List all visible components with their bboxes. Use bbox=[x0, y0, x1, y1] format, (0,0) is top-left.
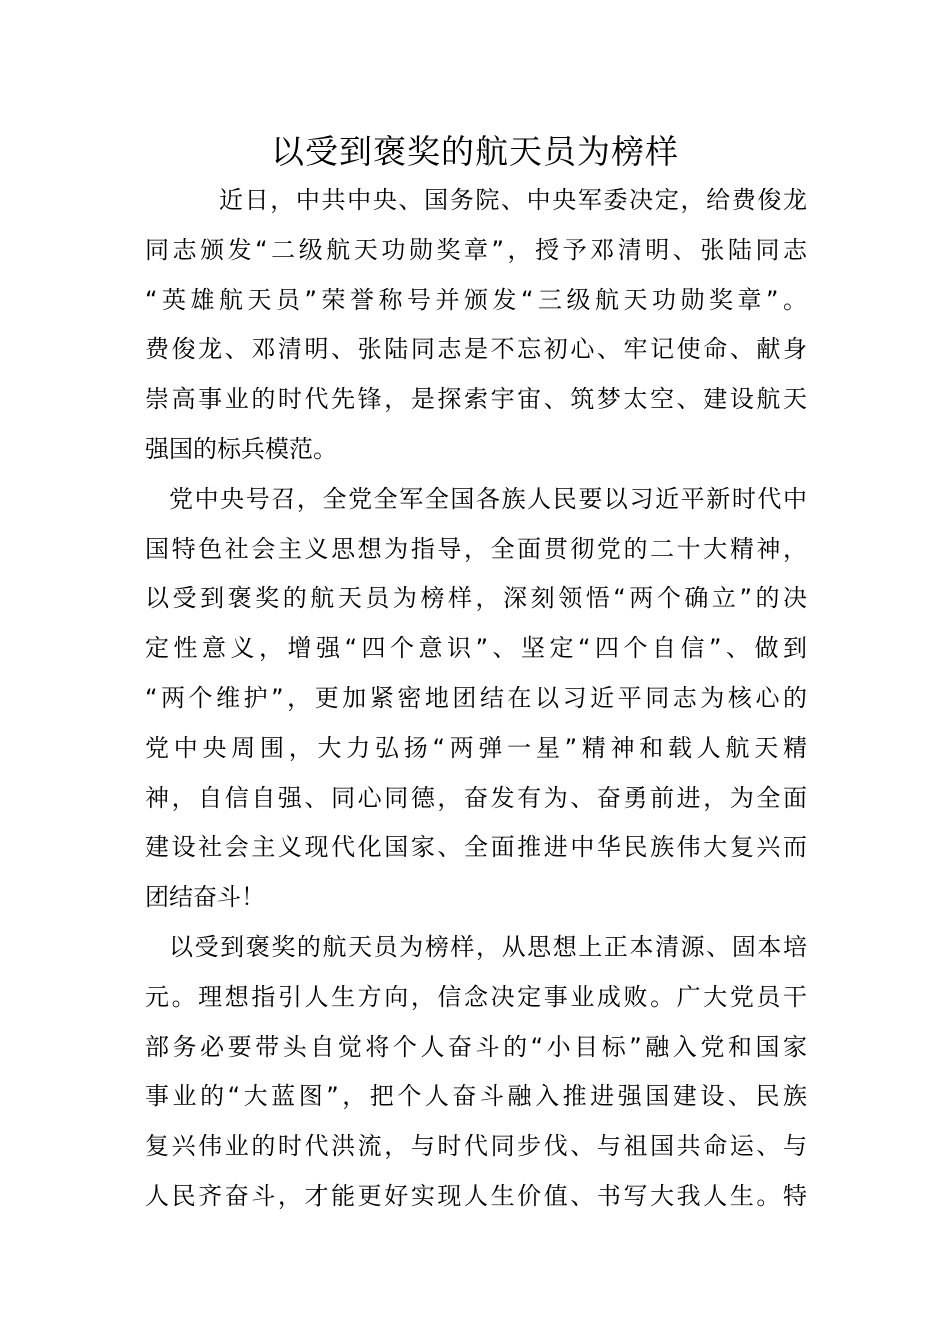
text-line: 定性意义，增强“四个意识”、坚定“四个自信”、做到 bbox=[145, 634, 807, 663]
document-title: 以受到褒奖的航天员为榜样 bbox=[271, 132, 679, 171]
text-line: 党中央号召，全党全军全国各族人民要以习近平新时代中 bbox=[169, 484, 807, 513]
text-line: 强国的标兵模范。 bbox=[145, 434, 337, 463]
text-line: 事业的“大蓝图”，把个人奋斗融入推进强国建设、民族 bbox=[145, 1082, 807, 1111]
text-line: 元。理想指引人生方向，信念决定事业成败。广大党员干 bbox=[145, 982, 807, 1011]
paragraph bbox=[145, 475, 807, 923]
text-line: 团结奋斗！ bbox=[145, 883, 265, 912]
text-line: 建设社会主义现代化国家、全面推进中华民族伟大复兴而 bbox=[145, 833, 807, 862]
text-line: 费俊龙、邓清明、张陆同志是不忘初心、牢记使命、献身 bbox=[145, 335, 807, 364]
text-line: 国特色社会主义思想为指导，全面贯彻党的二十大精神， bbox=[145, 534, 807, 563]
text-line: 以受到褒奖的航天员为榜样，深刻领悟“两个确立”的决 bbox=[145, 584, 807, 613]
text-line: 以受到褒奖的航天员为榜样，从思想上正本清源、固本培 bbox=[169, 932, 807, 961]
text-line: 同志颁发“二级航天功勋奖章”，授予邓清明、张陆同志 bbox=[145, 235, 807, 264]
text-line: 党中央周围，大力弘扬“两弹一星”精神和载人航天精 bbox=[145, 733, 807, 762]
text-line: 人民齐奋斗，才能更好实现人生价值、书写大我人生。特 bbox=[145, 1181, 807, 1210]
paragraph bbox=[145, 176, 807, 475]
document-body bbox=[145, 176, 807, 1222]
text-line: 崇高事业的时代先锋，是探索宇宙、筑梦太空、建设航天 bbox=[145, 385, 807, 414]
text-line: 部务必要带头自觉将个人奋斗的“小目标”融入党和国家 bbox=[145, 1032, 807, 1061]
text-line: 近日，中共中央、国务院、中央军委决定，给费俊龙 bbox=[219, 186, 807, 214]
paragraph bbox=[145, 923, 807, 1222]
text-line: 神，自信自强、同心同德，奋发有为、奋勇前进，为全面 bbox=[145, 783, 807, 812]
text-line: “两个维护”，更加紧密地团结在以习近平同志为核心的 bbox=[145, 683, 807, 712]
text-line: “英雄航天员”荣誉称号并颁发“三级航天功勋奖章”。 bbox=[145, 285, 807, 314]
text-line: 复兴伟业的时代洪流，与时代同步伐、与祖国共命运、与 bbox=[145, 1132, 807, 1161]
